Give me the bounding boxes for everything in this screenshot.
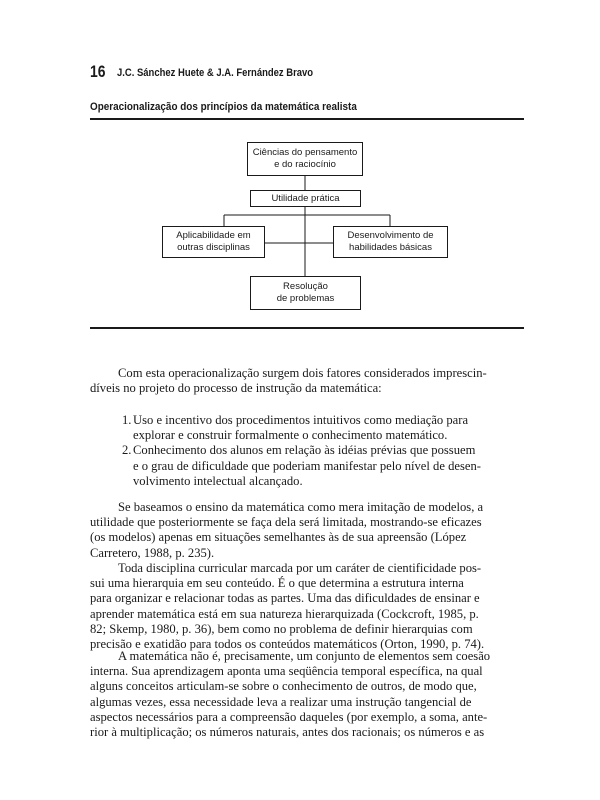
- node-text: Aplicabilidade em: [176, 230, 251, 241]
- node-text: Ciências do pensamento: [252, 147, 358, 158]
- text-line: e o grau de dificuldade que poderiam manifestar pelo nível de desen-: [133, 458, 481, 473]
- body-paragraph-1: [90, 500, 524, 561]
- list-number: 1.: [122, 413, 132, 427]
- node-text: Utilidade prática: [271, 192, 340, 204]
- node-text: outras disciplinas: [177, 242, 250, 253]
- text-line: (os modelos) apenas em situações semelhantes às de sua apreensão (López: [90, 530, 467, 545]
- figure-bottom-rule: [90, 327, 524, 329]
- node-text: Desenvolvimento de: [347, 230, 434, 241]
- text-line: explorar e construir formalmente o conhecimento matemático.: [133, 428, 448, 443]
- body-paragraph-2: [90, 561, 524, 652]
- intro-paragraph: [90, 366, 524, 396]
- node-aplicabilidade: [162, 226, 265, 258]
- text-line: algumas vezes, essa necessidade leva a realizar uma instrução tangencial de: [90, 694, 472, 709]
- text-line: A matemática não é, precisamente, um conjunto de elementos sem coesão: [118, 649, 491, 663]
- figure-top-rule: [90, 118, 524, 120]
- text-line: Se baseamos o ensino da matemática como mera imitação de modelos, a: [118, 500, 484, 514]
- text-line: alguns conceitos articulam-se sobre o conhecimento de outros, de modo que,: [90, 679, 477, 694]
- node-desenvolvimento: [333, 226, 448, 258]
- text-line: aprender matemática está em sua natureza hierarquizada (Cockcroft, 1985, p.: [90, 606, 479, 621]
- text-line: díveis no projeto do processo de instrução da matemática:: [90, 381, 382, 396]
- text-line: Com esta operacionalização surgem dois fatores considerados imprescin-: [118, 366, 487, 380]
- list-number: 2.: [122, 443, 132, 458]
- text-line: Conhecimento dos alunos em relação às idéias prévias que possuem: [133, 443, 476, 458]
- flow-diagram: [90, 130, 524, 320]
- node-text: habilidades básicas: [349, 242, 432, 253]
- text-line: precisão e exatidão para todos os conteúdos matemáticos (Orton, 1990, p. 74).: [90, 637, 485, 652]
- running-head-authors: J.C. Sánchez Huete & J.A. Fernández Bravo: [117, 67, 314, 79]
- node-utilidade-pratica: [250, 190, 361, 207]
- node-text: e do raciocínio: [274, 159, 336, 170]
- page-number: 16: [90, 62, 106, 81]
- node-text: de problemas: [276, 293, 335, 304]
- list-item: [90, 413, 524, 443]
- figure-title: Operacionalização dos princípios da matemática realista: [90, 101, 357, 113]
- node-resolucao-de-problemas: [250, 276, 361, 310]
- text-line: rior à multiplicação; os números naturais, antes dos racionais; os números e as: [90, 725, 485, 740]
- text-line: utilidade que posteriormente se faça dela será limitada, mostrando-se eficazes: [90, 515, 482, 530]
- node-ciencias-do-pensamento: [247, 142, 363, 176]
- text-line: Toda disciplina curricular marcada por um caráter de cientificidade pos-: [118, 561, 482, 575]
- text-line: para organizar e relacionar todas as partes. Uma das dificuldades de ensinar e: [90, 591, 480, 606]
- body-paragraph-3: [90, 649, 524, 740]
- node-text: Resolução: [283, 281, 328, 292]
- numbered-list: [90, 413, 524, 489]
- text-line: interna. Sua aprendizagem aponta uma seqüência temporal específica, na qual: [90, 664, 483, 679]
- text-line: 82; Skemp, 1980, p. 36), bem como no problema de definir hierarquias com: [90, 621, 473, 636]
- text-line: volvimento intelectual alcançado.: [133, 473, 303, 488]
- text-line: aspectos necessários para a compreensão daqueles (por exemplo, a soma, ante-: [90, 709, 488, 724]
- text-line: sui uma hierarquia em seu conteúdo. É o que determina a estrutura interna: [90, 576, 464, 591]
- text-line: Carretero, 1988, p. 235).: [90, 545, 215, 560]
- page-header: [90, 62, 530, 86]
- text-line: Uso e incentivo dos procedimentos intuitivos como mediação para: [133, 413, 469, 427]
- list-item: [90, 443, 524, 489]
